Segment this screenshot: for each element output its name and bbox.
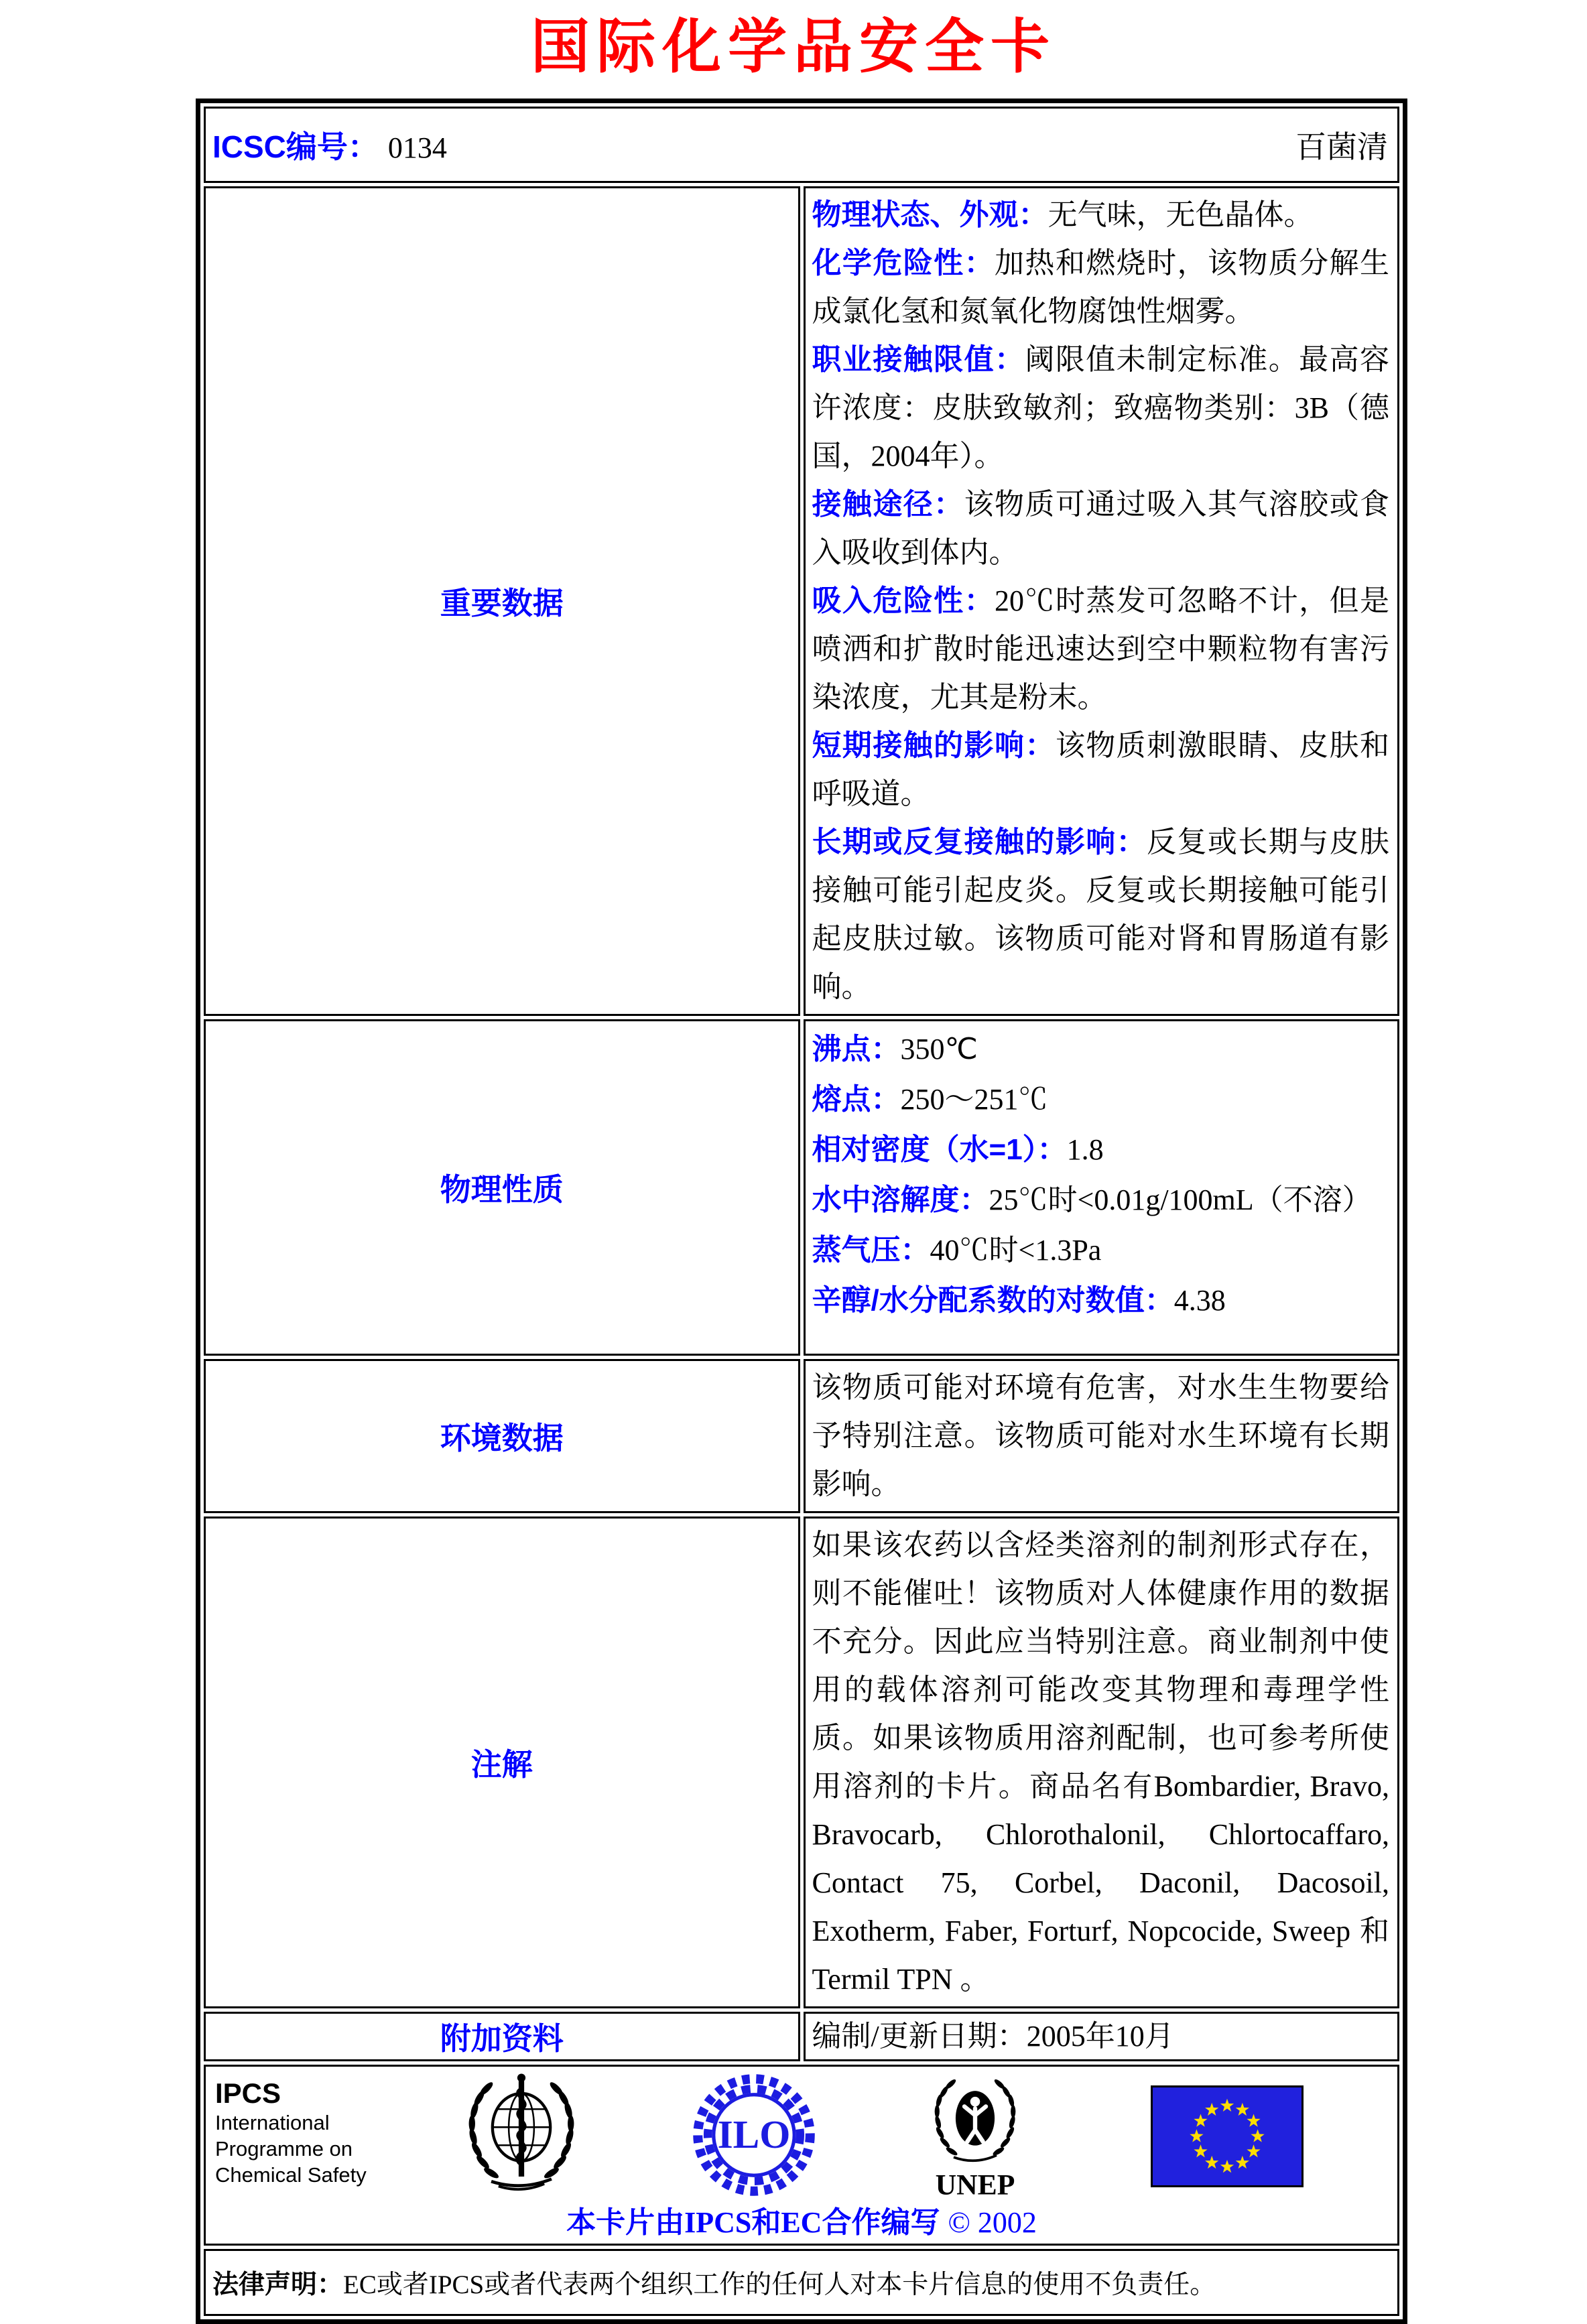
unep-logo-icon <box>922 2071 1029 2205</box>
property-value: 1.8 <box>1066 1133 1104 1166</box>
important-item <box>812 818 1390 1011</box>
legal-text: EC或者IPCS或者代表两个组织工作的任何人对本卡片信息的使用不负责任。 <box>343 2270 1216 2299</box>
item-text: 无气味，无色晶体。 <box>1048 198 1314 231</box>
item-label: 吸入危险性： <box>812 584 995 617</box>
notes-content <box>804 1516 1400 2008</box>
additional-info-row <box>204 2012 1399 2061</box>
property-value: 40℃时<1.3Pa <box>930 1234 1102 1267</box>
item-label: 长期或反复接触的影响： <box>812 826 1147 858</box>
property-label: 相对密度（水=1）： <box>812 1133 1067 1166</box>
property-line <box>812 1124 1390 1175</box>
property-value: 25℃时<0.01g/100mL（不溶） <box>989 1183 1372 1216</box>
eu-flag-icon <box>1151 2085 1304 2187</box>
important-item <box>812 191 1390 239</box>
property-label: 熔点： <box>812 1083 901 1116</box>
property-label: 沸点： <box>812 1033 901 1066</box>
physical-properties-row-label: 物理性质 <box>204 1019 800 1356</box>
property-label: 水中溶解度： <box>812 1183 989 1216</box>
important-item <box>812 577 1390 722</box>
safety-card-table <box>196 99 1407 2324</box>
ipcs-acronym: IPCS <box>215 2077 281 2109</box>
unep-letters: UNEP <box>935 2169 1015 2201</box>
item-text: 该物质可通过吸入其气溶胶或食入吸收到体内。 <box>812 488 1390 569</box>
additional-info-content <box>804 2012 1400 2061</box>
icsc-number-value: 0134 <box>387 131 447 164</box>
property-value: 250～251℃ <box>900 1083 1048 1116</box>
environmental-data-text: 该物质可能对环境有危害，对水生生物要给予特别注意。该物质可能对水生环境有长期影响。 <box>812 1371 1389 1500</box>
page-title: 国际化学品安全卡 <box>530 15 1056 80</box>
item-text: 加热和燃烧时，该物质分解生成氯化氢和氮氧化物腐蚀性烟雾。 <box>812 247 1389 328</box>
important-item <box>812 722 1390 818</box>
ilo-logo-icon <box>690 2071 818 2199</box>
important-data-content <box>804 186 1400 1016</box>
item-text: 该物质刺激眼睛、皮肤和呼吸道。 <box>812 729 1390 810</box>
legal-cell <box>204 2249 1399 2316</box>
important-item <box>812 480 1390 577</box>
property-label: 蒸气压： <box>812 1234 930 1267</box>
item-label: 接触途径： <box>812 488 964 521</box>
item-label: 短期接触的影响： <box>812 729 1056 762</box>
property-label: 辛醇/水分配系数的对数值： <box>812 1284 1174 1317</box>
physical-properties-row <box>204 1019 1399 1356</box>
header-row <box>204 107 1399 183</box>
property-line <box>812 1225 1390 1275</box>
notes-text: 如果该农药以含烃类溶剂的制剂形式存在，则不能催吐！该物质对人体健康作用的数据不充分。因此应当特别注意。商业制剂中使用的载体溶剂可能改变其物理和毒理学性质。如果该物质用溶剂配制，也可参考所使用溶剂的卡片。商品名有Bombardier, Bravo, Bravocarb, Chlorothalonil, Chlortocaffaro, Contact 75, Corbel, Daconil, Dacosoil, Exotherm, Faber, Forturf, Nopcocide, Sweep 和 Termil TPN 。 <box>812 1529 1389 1996</box>
item-label: 物理状态、外观： <box>812 198 1048 231</box>
chemical-name: 百菌清 <box>1295 130 1388 164</box>
item-label: 化学危险性： <box>812 247 995 279</box>
notes-row-label: 注解 <box>204 1516 800 2008</box>
ipcs-line: Chemical Safety <box>215 2163 367 2187</box>
environmental-data-row-label: 环境数据 <box>204 1359 800 1513</box>
property-line <box>812 1275 1390 1326</box>
important-item <box>812 336 1390 480</box>
item-text: 20℃时蒸发可忽略不计，但是喷洒和扩散时能迅速达到空中颗粒物有害污染浓度，尤其是粉末。 <box>812 584 1389 714</box>
additional-info-row-label: 附加资料 <box>204 2012 800 2061</box>
environmental-data-content <box>804 1359 1400 1513</box>
update-date-label: 编制/更新日期： <box>812 2020 1027 2053</box>
important-data-row-label: 重要数据 <box>204 186 800 1016</box>
important-item <box>812 239 1390 336</box>
logos-row <box>204 2065 1399 2246</box>
property-line <box>812 1074 1390 1124</box>
ipcs-line: International <box>215 2111 330 2134</box>
footer-copyright: © 2002 <box>948 2206 1037 2239</box>
notes-row <box>204 1516 1399 2008</box>
property-value: 4.38 <box>1173 1284 1226 1317</box>
environmental-data-row <box>204 1359 1399 1513</box>
header-cell <box>204 107 1399 183</box>
logos-cell <box>204 2065 1399 2246</box>
property-line <box>812 1175 1390 1225</box>
item-text: 阈限值未制定标准。最高容许浓度：皮肤致敏剂；致癌物类别：3B（德国，2004年）。 <box>812 343 1390 472</box>
who-logo-icon <box>455 2069 588 2201</box>
ilo-letters: ILO <box>717 2112 791 2157</box>
property-value: 350℃ <box>900 1033 978 1066</box>
icsc-number-group <box>212 123 447 167</box>
important-data-row <box>204 186 1399 1016</box>
footer-caption-text: 本卡片由IPCS和EC合作编写 <box>566 2206 940 2239</box>
property-line <box>812 1024 1390 1074</box>
ipcs-line: Programme on <box>215 2137 353 2160</box>
update-date-value: 2005年10月 <box>1026 2020 1174 2053</box>
item-label: 职业接触限值： <box>812 343 1025 376</box>
physical-properties-content <box>804 1019 1400 1356</box>
legal-row <box>204 2249 1399 2316</box>
footer-caption <box>206 2198 1397 2241</box>
icsc-number-label: ICSC编号： <box>212 129 379 164</box>
item-text: 反复或长期与皮肤接触可能引起皮炎。反复或长期接触可能引起皮肤过敏。该物质可能对肾和胃肠道有影响。 <box>812 826 1390 1003</box>
legal-label: 法律声明： <box>212 2270 344 2299</box>
